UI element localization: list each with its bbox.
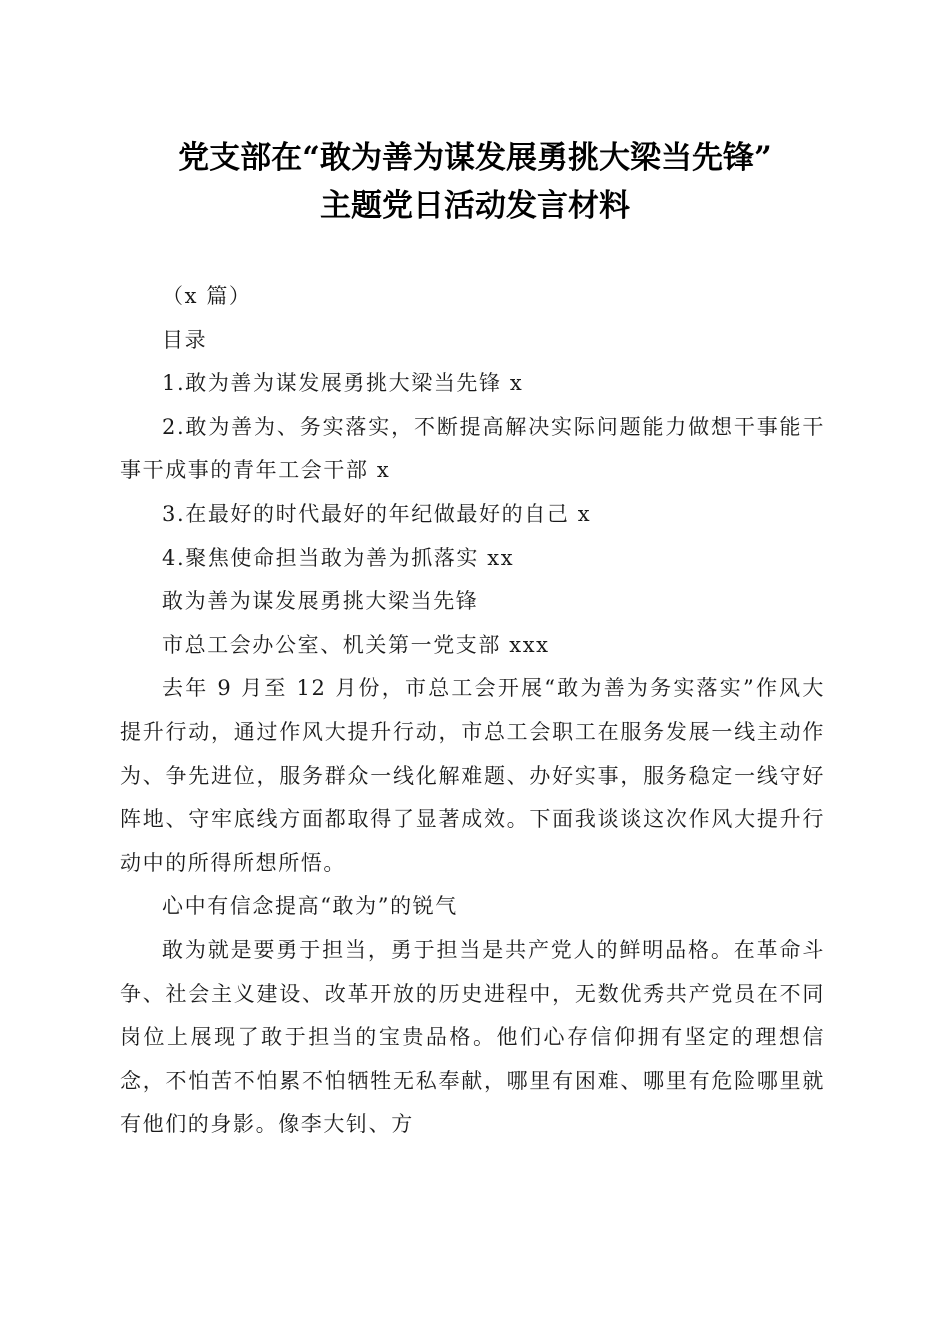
toc-item: 3.在最好的时代最好的年纪做最好的自己 x [162,501,592,526]
toc-item: 4.聚焦使命担当敢为善为抓落实 xx [162,545,515,570]
document-body [120,275,825,1147]
toc-item: 2.敢为善为、务实落实，不断提高解决实际问题能力做想干事能干事干成事的青年工会干部 x [120,414,825,483]
toc-item: 1.敢为善为谋发展勇挑大梁当先锋 x [162,371,524,396]
body-paragraph: 敢为就是要勇于担当，勇于担当是共产党人的鲜明品格。在革命斗争、社会主义建设、改革开放的历史进程中，无数优秀共产党员在不同岗位上展现了敢于担当的宝贵品格。他们心存信仰拥有坚定的理想信念，不怕苦不怕累不怕牺牲无私奉献，哪里有困难、哪里有危险哪里就有他们的身影。像李大钊、方 [120,937,825,1137]
section-heading: 心中有信念提高“敢为”的锐气 [162,894,458,919]
article-author: 市总工会办公室、机关第一党支部 xxx [162,632,550,657]
body-paragraph: 去年 9 月至 12 月份，市总工会开展“敢为善为务实落实”作风大提升行动，通过作风大提升行动，市总工会职工在服务发展一线主动作为、争先进位，服务群众一线化解难题、办好实事，服务稳定一线守好阵地、守牢底线方面都取得了显著成效。下面我谈谈这次作风大提升行动中的所得所想所悟。 [120,676,825,875]
piece-count: （x 篇） [162,284,252,308]
document-title-line-2: 主题党日活动发言材料 [320,188,630,224]
article-title: 敢为善为谋发展勇挑大梁当先锋 [162,589,479,614]
document-title-line-1: 党支部在“敢为善为谋发展勇挑大梁当先锋” [178,140,772,176]
toc-heading: 目录 [162,327,208,352]
